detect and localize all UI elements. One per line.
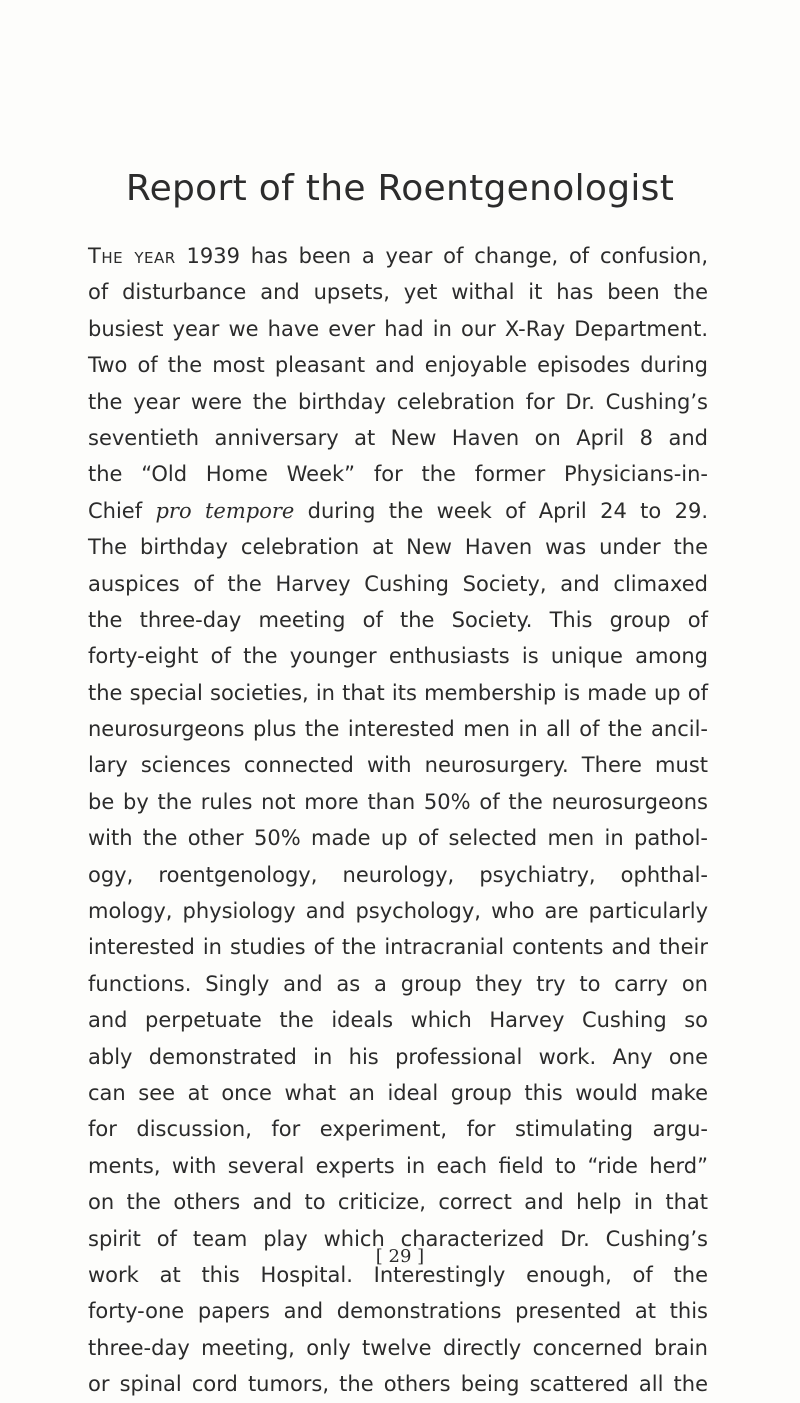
paragraph-line: functions. Singly and as a group they try to carry on — [88, 971, 708, 996]
paragraph-line: busiest year we have ever had in our X-Ray Department. — [88, 316, 708, 341]
paragraph-line: the three-day meeting of the Society. This group of — [88, 607, 708, 632]
paragraph-line: mology, physiology and psychology, who are particularly — [88, 899, 708, 924]
line-text: Chief — [88, 498, 156, 523]
paragraph-line: forty-one papers and demonstrations presented at this — [88, 1299, 708, 1324]
paragraph-line: ogy, roentgenology, neurology, psychiatry, ophthal- — [88, 862, 708, 887]
paragraph-line: seventieth anniversary at New Haven on April 8 and — [88, 425, 708, 450]
paragraph-line: auspices of the Harvey Cushing Society, and climaxed — [88, 571, 708, 596]
paragraph-line: The birthday celebration at New Haven was under the — [88, 535, 708, 560]
paragraph-line: for discussion, for experiment, for stimulating argu- — [88, 1117, 708, 1142]
paragraph-line: work at this Hospital. Interestingly enough, of the — [88, 1262, 708, 1287]
paragraph-line: Two of the most pleasant and enjoyable episodes during — [88, 353, 708, 378]
paragraph-line: three-day meeting, only twelve directly concerned brain — [88, 1335, 708, 1360]
body-text — [88, 238, 708, 1403]
paragraph-line: interested in studies of the intracranial contents and their — [88, 935, 708, 960]
paragraph-line: of disturbance and upsets, yet withal it has been the — [88, 280, 708, 305]
paragraph-line: or spinal cord tumors, the others being scattered all the — [88, 1372, 708, 1397]
paragraph-line: neurosurgeons plus the interested men in all of the ancil- — [88, 717, 708, 742]
paragraph-line: be by the rules not more than 50% of the neurosurgeons — [88, 789, 708, 814]
page-title: Report of the Roentgenologist — [125, 168, 675, 209]
paragraph-line: the year were the birthday celebration for Dr. Cushing’s — [88, 389, 708, 414]
lead-in-small-caps: The year — [88, 244, 176, 268]
paragraph-line: ably demonstrated in his professional work. Any one — [88, 1044, 708, 1069]
paragraph-line: on the others and to criticize, correct and help in that — [88, 1190, 708, 1215]
paragraph-line-with-italic — [88, 493, 708, 529]
paragraph-line: can see at once what an ideal group this would make — [88, 1080, 708, 1105]
paragraph-line: with the other 50% made up of selected men in pathol- — [88, 826, 708, 851]
paragraph-line: forty-eight of the younger enthusiasts is unique among — [88, 644, 708, 669]
paragraph-line: spirit of team play which characterized Dr. Cushing’s — [88, 1226, 708, 1251]
paragraph-line: 1939 has been a year of change, of confusion, — [175, 244, 708, 268]
paragraph-line-first — [88, 238, 708, 274]
paragraph-line: the special societies, in that its membership is made up of — [88, 680, 708, 705]
paragraph-line: ments, with several experts in each field to “ride herd” — [88, 1153, 708, 1178]
paragraph-line: lary sciences connected with neurosurgery. There must — [88, 753, 708, 778]
line-text: during the week of April 24 to 29. — [294, 498, 709, 523]
paragraph-line: the “Old Home Week” for the former Physicians-in- — [88, 462, 708, 487]
page-number: [ 29 ] — [375, 1246, 425, 1267]
italic-phrase: pro tempore — [155, 498, 295, 523]
paragraph-line: and perpetuate the ideals which Harvey Cushing so — [88, 1008, 708, 1033]
